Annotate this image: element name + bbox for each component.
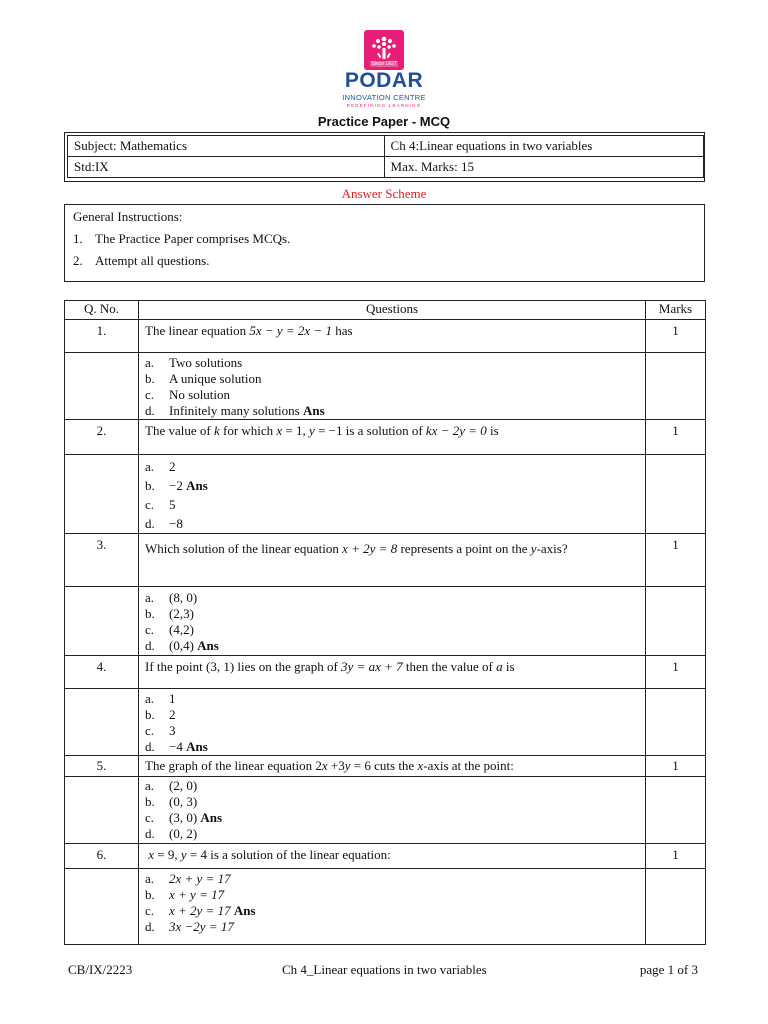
footer-chapter: Ch 4_Linear equations in two variables [282,962,487,977]
question-stem: If the point (3, 1) lies on the graph of 3y = ax + 7 then the value of a is [139,656,646,689]
options-list [139,455,646,534]
since-label: Since 1927 [371,61,397,67]
question-number: 4. [65,656,139,689]
option-item: d. (0, 2) [145,826,198,841]
option-item: a. 2x + y = 17 [145,871,231,886]
option-item: a. (8, 0) [145,590,198,605]
question-row [65,320,706,353]
option-item: a. 2 [145,459,176,474]
header-questions: Questions [139,301,646,320]
question-row [65,756,706,777]
question-marks: 1 [646,756,706,777]
header-marks: Marks [646,301,706,320]
instruction-item: 1. The Practice Paper comprises MCQs. [73,231,291,246]
options-row [65,455,706,534]
page-footer [68,962,698,980]
options-row [65,587,706,656]
question-marks: 1 [646,420,706,455]
options-row [65,689,706,756]
question-number: 2. [65,420,139,455]
answer-mark: Ans [197,638,219,653]
option-item: a. (2, 0) [145,778,198,793]
option-item: c. (3, 0) Ans [145,810,223,825]
instruction-item: 2. Attempt all questions. [73,253,210,268]
question-row [65,656,706,689]
option-item: b. 2 [145,707,176,722]
brand-tagline: REDEFINING LEARNING [346,103,422,108]
option-item: c. 3 [145,723,176,738]
std-cell: Std:IX [68,157,385,178]
question-stem: The value of k for which x = 1, y = −1 is a solution of kx − 2y = 0 is [139,420,646,455]
answer-mark: Ans [186,739,208,754]
question-marks: 1 [646,656,706,689]
question-number: 3. [65,534,139,587]
school-logo [0,30,768,112]
answer-mark: Ans [200,810,223,825]
options-list [139,777,646,844]
footer-page: page 1 of 3 [639,962,698,977]
question-stem: x = 9, y = 4 is a solution of the linear equation: [139,844,646,869]
question-stem: The linear equation 5x − y = 2x − 1 has [139,320,646,353]
option-item: d. −4 Ans [145,739,208,754]
question-row [65,534,706,587]
question-marks: 1 [646,320,706,353]
answer-mark: Ans [186,478,208,493]
option-item: c. x + 2y = 17 Ans [145,903,256,918]
instructions-heading: General Instructions: [73,209,183,224]
answer-mark: Ans [233,903,256,918]
header-box [64,132,705,182]
footer-code: CB/IX/2223 [68,962,133,977]
option-item: b. (0, 3) [145,794,198,809]
options-row [65,777,706,844]
options-row [65,353,706,420]
marks-cell: Max. Marks: 15 [384,157,703,178]
paper-title: Practice Paper - MCQ [317,114,451,129]
brand-subtitle: INNOVATION CENTRE [342,93,426,102]
question-marks: 1 [646,534,706,587]
options-list [139,869,646,945]
question-number: 1. [65,320,139,353]
options-list [139,587,646,656]
option-item: a. Two solutions [145,355,243,370]
question-number: 5. [65,756,139,777]
header-qno: Q. No. [65,301,139,320]
question-stem: Which solution of the linear equation x + 2y = 8 represents a point on the y-axis? [139,534,646,587]
options-list [139,689,646,756]
general-instructions [64,204,705,282]
option-item: b. (2,3) [145,606,194,621]
question-row [65,420,706,455]
option-item: b. −2 Ans [145,478,208,493]
options-row [65,869,706,945]
option-item: b. x + y = 17 [145,887,225,902]
option-item: c. No solution [145,387,231,402]
chapter-cell: Ch 4:Linear equations in two variables [384,136,703,157]
option-item: c. 5 [145,497,176,512]
option-item: d. 3x −2y = 17 [145,919,234,934]
option-item: d. Infinitely many solutions Ans [145,403,325,418]
option-item: c. (4,2) [145,622,194,637]
question-number: 6. [65,844,139,869]
brand-name: PODAR [344,69,424,92]
questions-table [64,300,706,945]
question-row [65,844,706,869]
option-item: d. −8 [145,516,183,531]
answer-mark: Ans [302,403,325,418]
option-item: d. (0,4) Ans [145,638,219,653]
question-stem: The graph of the linear equation 2x +3y = 6 cuts the x-axis at the point: [139,756,646,777]
answer-scheme-label: Answer Scheme [341,186,427,201]
option-item: b. A unique solution [145,371,262,386]
subject-cell: Subject: Mathematics [68,136,385,157]
option-item: a. 1 [145,691,176,706]
options-list [139,353,646,420]
tree-emblem-icon [364,30,404,70]
question-marks: 1 [646,844,706,869]
